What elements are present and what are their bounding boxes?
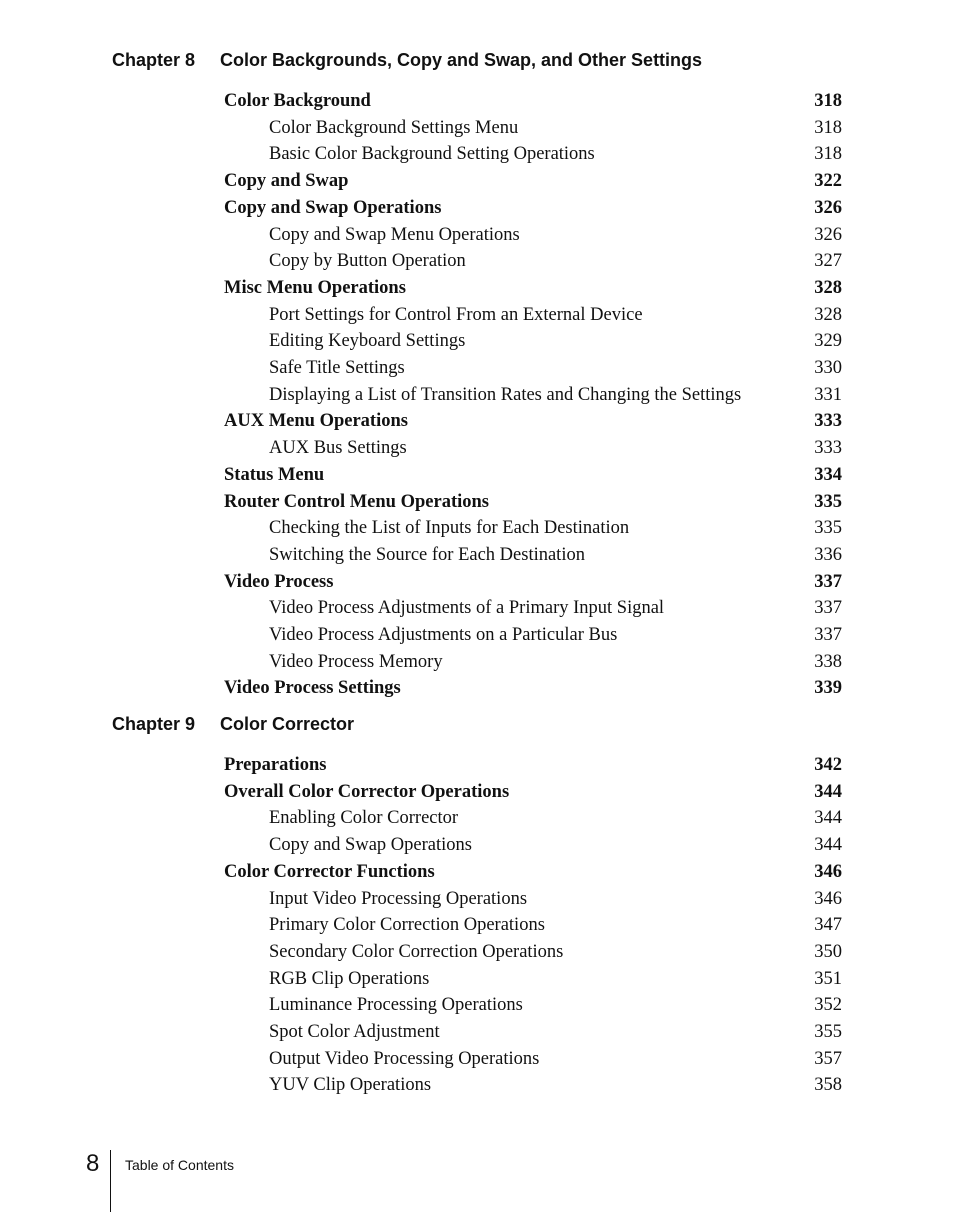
toc-entry-page: 326 (814, 224, 842, 245)
toc-entry-title: Color Corrector Functions (224, 861, 435, 882)
toc-entry-title: Video Process Settings (224, 678, 401, 699)
toc-entry[interactable] (269, 384, 842, 406)
chapter-heading (112, 714, 354, 735)
toc-entry-page: 344 (814, 835, 842, 856)
toc-entry-title: Preparations (224, 755, 327, 775)
toc-entry[interactable] (269, 914, 842, 936)
toc-entry-page: 331 (814, 384, 842, 405)
toc-entry-title: Port Settings for Control From an External Device (269, 304, 643, 325)
toc-entry-page: 346 (814, 888, 842, 909)
toc-entry-page: 358 (814, 1075, 842, 1096)
toc-entry[interactable] (269, 250, 842, 272)
toc-entry[interactable] (224, 754, 842, 776)
toc-entry-page: 327 (814, 251, 842, 272)
toc-entry-title: Input Video Processing Operations (269, 888, 528, 909)
toc-entry-page: 355 (814, 1022, 842, 1042)
toc-entry-title: Color Background Settings Menu (269, 117, 519, 138)
toc-entry-title: Basic Color Background Setting Operations (269, 144, 595, 165)
toc-entry-title: Enabling Color Corrector (269, 808, 459, 829)
toc-entry[interactable] (269, 304, 842, 326)
toc-entry[interactable] (224, 491, 842, 513)
toc-entry-page: 338 (814, 651, 842, 672)
toc-entry-title: Copy and Swap (224, 171, 349, 192)
toc-entry-page: 339 (814, 678, 842, 699)
toc-entry-page: 333 (814, 411, 842, 432)
footer-label: Table of Contents (125, 1157, 234, 1173)
toc-entry-page: 318 (814, 117, 842, 138)
toc-entry-title: Video Process Adjustments of a Primary Input Signal (269, 598, 665, 619)
toc-entry[interactable] (224, 571, 842, 593)
toc-entry-title: Spot Color Adjustment (269, 1022, 440, 1042)
toc-entry[interactable] (269, 888, 842, 910)
toc-entry-page: 335 (814, 491, 842, 512)
toc-entry[interactable] (269, 357, 842, 379)
toc-entry[interactable] (269, 1021, 842, 1043)
toc-entry-page: 347 (814, 915, 842, 936)
toc-entry-page: 329 (814, 331, 842, 352)
toc-entry[interactable] (224, 170, 842, 192)
toc-entry[interactable] (269, 1048, 842, 1070)
toc-entry[interactable] (269, 624, 842, 646)
toc-entry-title: Output Video Processing Operations (269, 1048, 540, 1069)
toc-entry-page: 337 (814, 625, 842, 645)
toc-entry-title: Primary Color Correction Operations (269, 915, 545, 936)
toc-entry-page: 336 (814, 544, 842, 565)
toc-entry-title: Secondary Color Correction Operations (269, 941, 564, 962)
toc-entry-title: Editing Keyboard Settings (269, 331, 466, 352)
toc-entry[interactable] (224, 90, 842, 112)
toc-entry[interactable] (269, 117, 842, 139)
toc-entry-title: AUX Menu Operations (224, 411, 408, 432)
chapter-title: Color Backgrounds, Copy and Swap, and Other Settings (220, 50, 703, 70)
toc-entry-title: Overall Color Corrector Operations (224, 781, 510, 802)
toc-entry-title: RGB Clip Operations (269, 968, 430, 989)
toc-entry[interactable] (269, 544, 842, 566)
toc-entry[interactable] (269, 994, 842, 1016)
toc-entry[interactable] (269, 224, 842, 246)
toc-entry-page: 318 (814, 91, 842, 111)
toc-entry[interactable] (269, 437, 842, 459)
toc-entry-title: Misc Menu Operations (224, 277, 406, 298)
toc-entry-title: Copy and Swap Operations (269, 835, 472, 856)
chapter-heading (112, 50, 702, 71)
toc-entry-page: 322 (814, 171, 842, 192)
chapter-title: Color Corrector (220, 714, 355, 734)
toc-entry-page: 346 (814, 861, 842, 882)
toc-entry[interactable] (269, 968, 842, 990)
toc-entry-title: Copy by Button Operation (269, 251, 466, 272)
toc-entry[interactable] (269, 597, 842, 619)
toc-entry-title: Checking the List of Inputs for Each Destination (269, 518, 630, 539)
toc-entry-page: 350 (814, 941, 842, 962)
toc-entry-title: Safe Title Settings (269, 358, 405, 378)
toc-entry[interactable] (269, 1074, 842, 1096)
toc-entry-title: Video Process Adjustments on a Particular Bus (269, 625, 618, 645)
toc-entry[interactable] (269, 941, 842, 963)
footer-divider (110, 1150, 111, 1212)
toc-entry-page: 352 (814, 995, 842, 1016)
toc-entry-title: Copy and Swap Operations (224, 197, 442, 218)
toc-entry-title: Copy and Swap Menu Operations (269, 224, 520, 245)
chapter-number: Chapter 9 (112, 714, 196, 734)
toc-entry-title: Video Process Memory (269, 651, 443, 672)
toc-entry-page: 344 (814, 781, 842, 802)
toc-entry[interactable] (224, 464, 842, 486)
toc-entry-title: Router Control Menu Operations (224, 491, 489, 512)
toc-entry[interactable] (224, 677, 842, 699)
toc-entry-title: Displaying a List of Transition Rates and Changing the Settings (269, 384, 742, 405)
toc-entry-page: 351 (814, 968, 842, 989)
toc-entry-title: Color Background (224, 91, 371, 111)
toc-entry[interactable] (224, 197, 842, 219)
toc-entry-page: 328 (814, 304, 842, 325)
toc-entry-page: 337 (814, 571, 842, 592)
toc-entry-page: 333 (814, 438, 842, 459)
toc-entry-title: AUX Bus Settings (269, 438, 407, 459)
toc-entry[interactable] (269, 651, 842, 673)
toc-entry-page: 357 (814, 1048, 842, 1069)
toc-entry-page: 337 (814, 598, 842, 619)
toc-entry[interactable] (269, 517, 842, 539)
toc-entry-page: 328 (814, 277, 842, 298)
toc-entry-page: 318 (814, 144, 842, 165)
toc-entry-title: Luminance Processing Operations (269, 995, 523, 1016)
toc-entry[interactable] (269, 834, 842, 856)
toc-entry-page: 326 (814, 197, 842, 218)
toc-entry[interactable] (269, 807, 842, 829)
toc-entry-page: 342 (814, 755, 842, 775)
toc-entry-title: Switching the Source for Each Destination (269, 544, 585, 565)
toc-entry-page: 330 (814, 358, 842, 378)
toc-entry-title: Video Process (224, 571, 334, 592)
toc-entry[interactable] (224, 277, 842, 299)
toc-entry[interactable] (224, 861, 842, 883)
toc-entry-page: 334 (814, 464, 842, 485)
toc-entry-page: 335 (814, 518, 842, 539)
toc-entry-title: Status Menu (224, 464, 325, 485)
toc-entry-title: YUV Clip Operations (269, 1075, 432, 1096)
toc-entry[interactable] (224, 781, 842, 803)
toc-entry[interactable] (269, 143, 842, 165)
toc-entry[interactable] (224, 410, 842, 432)
chapter-number: Chapter 8 (112, 50, 196, 70)
page-number: 8 (86, 1150, 100, 1177)
toc-entry[interactable] (269, 330, 842, 352)
toc-entry-page: 344 (814, 808, 842, 829)
